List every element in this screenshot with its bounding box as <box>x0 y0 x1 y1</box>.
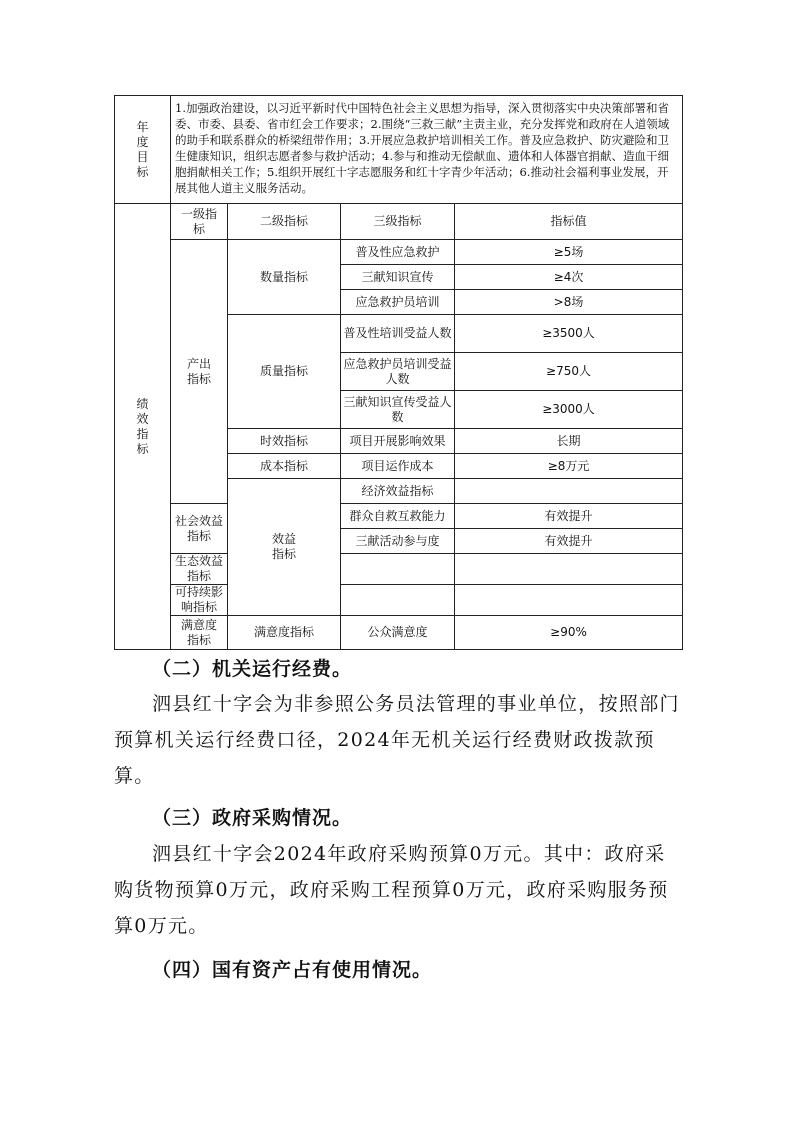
annual-goal-label: 年度目标 <box>115 96 171 204</box>
level3-cell: 三献知识宣传受益人数 <box>341 391 455 429</box>
level3-cell: 普及性应急救护 <box>341 240 455 265</box>
header-level1: 一级指标 <box>171 204 228 240</box>
value-cell: 有效提升 <box>455 529 683 554</box>
level3-cell: 三献知识宣传 <box>341 265 455 290</box>
header-value: 指标值 <box>455 204 683 240</box>
social-indicator-label: 社会效益指标 <box>171 504 228 554</box>
performance-goal-table <box>114 95 683 650</box>
value-cell: ≥90% <box>455 616 683 650</box>
satisfaction-indicator-label: 满意度指标 <box>171 616 228 650</box>
output-indicator-label: 产出指标 <box>171 240 228 504</box>
level3-cell <box>341 585 455 616</box>
level3-cell: 公众满意度 <box>341 616 455 650</box>
value-cell: ≥4次 <box>455 265 683 290</box>
value-cell: ≥750人 <box>455 353 683 391</box>
satisfaction-level2-label: 满意度指标 <box>228 616 341 650</box>
sustainable-indicator-label: 可持续影响指标 <box>171 585 228 616</box>
level3-cell: 普及性培训受益人数 <box>341 315 455 353</box>
value-cell: 有效提升 <box>455 504 683 529</box>
benefit-indicator-label: 效益指标 <box>228 479 341 616</box>
paragraph-procurement: 泗县红十字会2024年政府采购预算0万元。其中：政府采购货物预算0万元，政府采购工程预算0万元，政府采购服务预算0万元。 <box>114 843 669 937</box>
value-cell <box>455 585 683 616</box>
level3-cell: 三献活动参与度 <box>341 529 455 554</box>
value-cell: ≥3500人 <box>455 315 683 353</box>
section-heading-procurement: （三）政府采购情况。 <box>152 807 353 829</box>
value-cell: ≥3000人 <box>455 391 683 429</box>
perf-indicator-label: 绩效指标 <box>115 204 171 650</box>
value-cell: >8场 <box>455 290 683 315</box>
level3-cell: 应急救护员培训受益人数 <box>341 353 455 391</box>
level3-cell: 群众自救互救能力 <box>341 504 455 529</box>
section-heading-operating-expenses: （二）机关运行经费。 <box>152 658 353 680</box>
cost-indicator-label: 成本指标 <box>228 454 341 479</box>
level3-cell: 项目运作成本 <box>341 454 455 479</box>
quantity-indicator-label: 数量指标 <box>228 240 341 315</box>
value-cell: ≥5场 <box>455 240 683 265</box>
section-heading-state-assets: （四）国有资产占有使用情况。 <box>152 959 433 981</box>
level3-cell: 项目开展影响效果 <box>341 429 455 454</box>
economic-indicator-label: 经济效益指标 <box>341 479 455 504</box>
quality-indicator-label: 质量指标 <box>228 315 341 429</box>
value-cell <box>455 554 683 585</box>
timeliness-indicator-label: 时效指标 <box>228 429 341 454</box>
value-cell: 长期 <box>455 429 683 454</box>
level3-cell <box>341 554 455 585</box>
level3-cell <box>455 479 683 504</box>
ecological-indicator-label: 生态效益指标 <box>171 554 228 585</box>
paragraph-operating-expenses: 泗县红十字会为非参照公务员法管理的事业单位，按照部门预算机关运行经费口径，2024年无机关运行经费财政拨款预算。 <box>114 693 680 787</box>
header-level2: 二级指标 <box>228 204 341 240</box>
annual-goal-text: 1.加强政治建设，以习近平新时代中国特色社会主义思想为指导，深入贯彻落实中央决策部署和省委、市委、县委、省市红会工作要求；2.围绕“三救三献”主责主业，充分发挥党和政府在人道领域的助手和联系群众的桥梁纽带作用；3.开展应急救护培训相关工作。普及应急救护、防灾避险和卫生健康知识，组织志愿者参与救护活动；4.参与和推动无偿献血、遗体和人体器官捐献、造血干细胞捐献相关工作；5.组织开展红十字志愿服务和红十字青少年活动；6.推动社会福利事业发展，开展其他人道主义服务活动。 <box>171 96 683 204</box>
value-cell: ≥8万元 <box>455 454 683 479</box>
level3-cell: 应急救护员培训 <box>341 290 455 315</box>
header-level3: 三级指标 <box>341 204 455 240</box>
